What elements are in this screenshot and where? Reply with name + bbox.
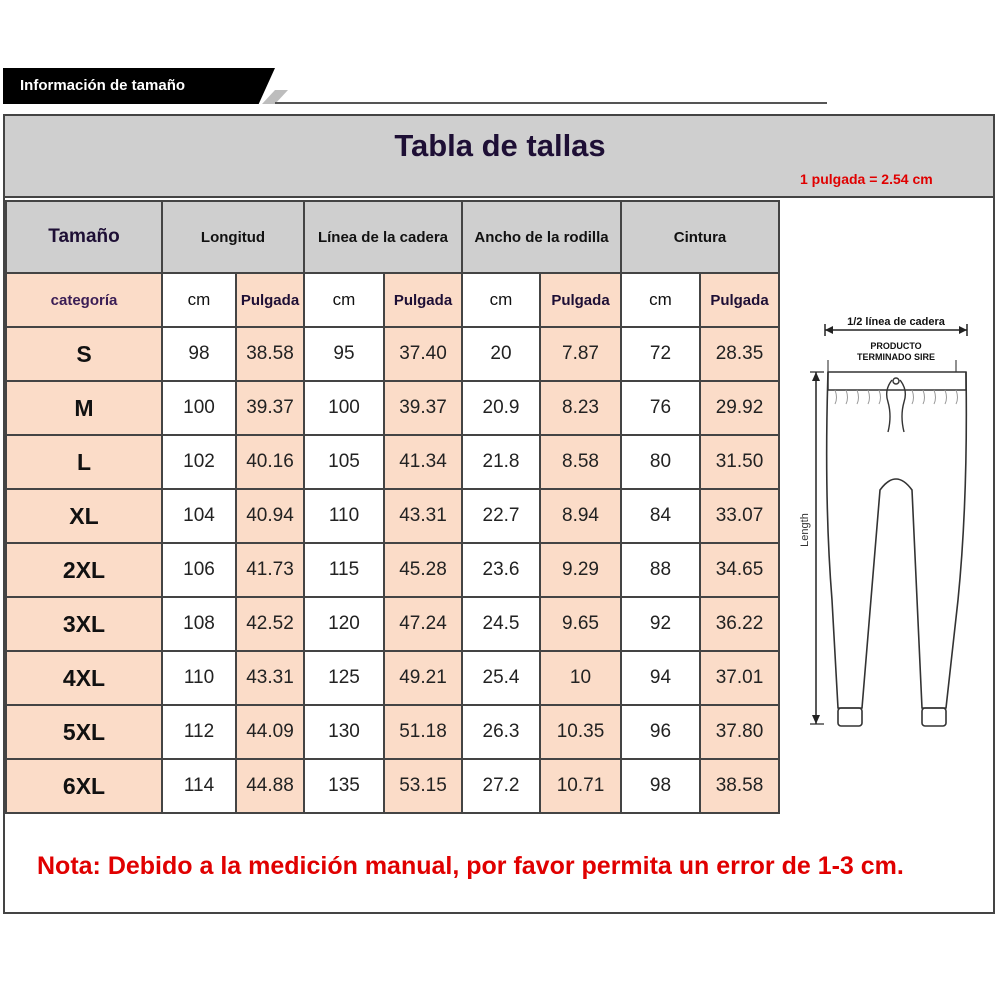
size-cell: L: [6, 435, 162, 489]
cm-value-cell: 98: [162, 327, 236, 381]
cm-value-cell: 72: [621, 327, 700, 381]
cm-value-cell: 88: [621, 543, 700, 597]
length-group-header: Longitud: [162, 201, 304, 273]
waist-group-header: Cintura: [621, 201, 779, 273]
table-row: [6, 381, 779, 435]
unit-header-row: [6, 273, 779, 327]
section-banner-title: Información de tamaño: [20, 77, 186, 94]
inch-value-cell: 44.09: [236, 705, 304, 759]
inch-value-cell: 41.34: [384, 435, 462, 489]
length-arrow-top: [812, 372, 820, 381]
product-label-line2: TERMINADO SIRE: [856, 352, 936, 362]
inch-value-cell: 40.94: [236, 489, 304, 543]
header-divider: [275, 102, 827, 104]
inch-value-cell: 33.07: [700, 489, 779, 543]
cm-value-cell: 100: [304, 381, 384, 435]
table-row: [6, 759, 779, 813]
cm-value-cell: 80: [621, 435, 700, 489]
inch-value-cell: 8.58: [540, 435, 621, 489]
inch-value-cell: 36.22: [700, 597, 779, 651]
unit-cm-label: cm: [621, 273, 700, 327]
cm-value-cell: 20.9: [462, 381, 540, 435]
cm-value-cell: 22.7: [462, 489, 540, 543]
cm-value-cell: 98: [621, 759, 700, 813]
cm-value-cell: 110: [162, 651, 236, 705]
cm-value-cell: 96: [621, 705, 700, 759]
inch-value-cell: 34.65: [700, 543, 779, 597]
cm-value-cell: 102: [162, 435, 236, 489]
pants-outline: [827, 372, 967, 708]
cm-value-cell: 23.6: [462, 543, 540, 597]
cm-value-cell: 130: [304, 705, 384, 759]
unit-inch-label: Pulgada: [236, 273, 304, 327]
inch-value-cell: 10: [540, 651, 621, 705]
inch-value-cell: 41.73: [236, 543, 304, 597]
inch-value-cell: 29.92: [700, 381, 779, 435]
cm-value-cell: 108: [162, 597, 236, 651]
cm-value-cell: 27.2: [462, 759, 540, 813]
cm-value-cell: 95: [304, 327, 384, 381]
cm-value-cell: 92: [621, 597, 700, 651]
table-row: [6, 705, 779, 759]
cm-value-cell: 125: [304, 651, 384, 705]
size-cell: M: [6, 381, 162, 435]
size-cell: 4XL: [6, 651, 162, 705]
inch-value-cell: 31.50: [700, 435, 779, 489]
inch-value-cell: 40.16: [236, 435, 304, 489]
cm-value-cell: 135: [304, 759, 384, 813]
product-label-line1: PRODUCTO: [870, 341, 922, 351]
hip-group-header: Línea de la cadera: [304, 201, 462, 273]
table-row: [6, 435, 779, 489]
cm-value-cell: 112: [162, 705, 236, 759]
inch-value-cell: 28.35: [700, 327, 779, 381]
inch-value-cell: 39.37: [384, 381, 462, 435]
category-label: categoría: [6, 273, 162, 327]
cm-value-cell: 24.5: [462, 597, 540, 651]
unit-cm-label: cm: [304, 273, 384, 327]
right-cuff: [922, 708, 946, 726]
drawstring-left: [887, 380, 892, 432]
size-table: [5, 200, 780, 814]
cm-value-cell: 106: [162, 543, 236, 597]
unit-cm-label: cm: [162, 273, 236, 327]
inch-value-cell: 47.24: [384, 597, 462, 651]
cm-value-cell: 84: [621, 489, 700, 543]
pants-illustration: [780, 200, 993, 814]
inch-value-cell: 44.88: [236, 759, 304, 813]
waistband: [828, 372, 966, 390]
table-row: [6, 327, 779, 381]
table-row: [6, 489, 779, 543]
cm-value-cell: 110: [304, 489, 384, 543]
inch-value-cell: 37.01: [700, 651, 779, 705]
cm-value-cell: 26.3: [462, 705, 540, 759]
measurement-note: Nota: Debido a la medición manual, por favor permita un error de 1-3 cm.: [37, 852, 904, 880]
inch-value-cell: 53.15: [384, 759, 462, 813]
cm-value-cell: 25.4: [462, 651, 540, 705]
cm-value-cell: 114: [162, 759, 236, 813]
unit-inch-label: Pulgada: [700, 273, 779, 327]
inch-value-cell: 37.40: [384, 327, 462, 381]
pants-diagram: [780, 200, 993, 814]
inch-value-cell: 9.29: [540, 543, 621, 597]
size-cell: XL: [6, 489, 162, 543]
size-cell: S: [6, 327, 162, 381]
size-cell: 2XL: [6, 543, 162, 597]
size-cell: 3XL: [6, 597, 162, 651]
size-cell: 5XL: [6, 705, 162, 759]
inch-value-cell: 10.35: [540, 705, 621, 759]
inch-value-cell: 38.58: [700, 759, 779, 813]
cm-value-cell: 120: [304, 597, 384, 651]
hip-arrow-left: [825, 326, 833, 334]
conversion-note: 1 pulgada = 2.54 cm: [800, 171, 933, 187]
length-arrow-bottom: [812, 715, 820, 724]
cm-value-cell: 76: [621, 381, 700, 435]
inch-value-cell: 37.80: [700, 705, 779, 759]
cm-value-cell: 105: [304, 435, 384, 489]
inch-value-cell: 43.31: [384, 489, 462, 543]
size-column-header: Tamaño: [6, 201, 162, 273]
inch-value-cell: 43.31: [236, 651, 304, 705]
hip-arrow-right: [959, 326, 967, 334]
inch-value-cell: 49.21: [384, 651, 462, 705]
inch-value-cell: 7.87: [540, 327, 621, 381]
table-row: [6, 651, 779, 705]
knee-group-header: Ancho de la rodilla: [462, 201, 621, 273]
cm-value-cell: 20: [462, 327, 540, 381]
chart-title: Tabla de tallas: [394, 128, 606, 163]
unit-cm-label: cm: [462, 273, 540, 327]
table-header-row: [6, 201, 779, 273]
inch-value-cell: 38.58: [236, 327, 304, 381]
cm-value-cell: 104: [162, 489, 236, 543]
inch-value-cell: 10.71: [540, 759, 621, 813]
cm-value-cell: 115: [304, 543, 384, 597]
left-cuff: [838, 708, 862, 726]
hip-label: 1/2 línea de cadera: [847, 316, 945, 328]
cm-value-cell: 94: [621, 651, 700, 705]
size-rows: [6, 327, 779, 813]
inch-value-cell: 8.94: [540, 489, 621, 543]
size-cell: 6XL: [6, 759, 162, 813]
inch-value-cell: 39.37: [236, 381, 304, 435]
unit-inch-label: Pulgada: [384, 273, 462, 327]
inch-value-cell: 51.18: [384, 705, 462, 759]
length-label: Length: [799, 513, 811, 547]
inch-value-cell: 42.52: [236, 597, 304, 651]
inch-value-cell: 8.23: [540, 381, 621, 435]
inch-value-cell: 45.28: [384, 543, 462, 597]
cm-value-cell: 21.8: [462, 435, 540, 489]
drawstring-right: [900, 380, 905, 432]
unit-inch-label: Pulgada: [540, 273, 621, 327]
cm-value-cell: 100: [162, 381, 236, 435]
table-row: [6, 597, 779, 651]
table-row: [6, 543, 779, 597]
inch-value-cell: 9.65: [540, 597, 621, 651]
